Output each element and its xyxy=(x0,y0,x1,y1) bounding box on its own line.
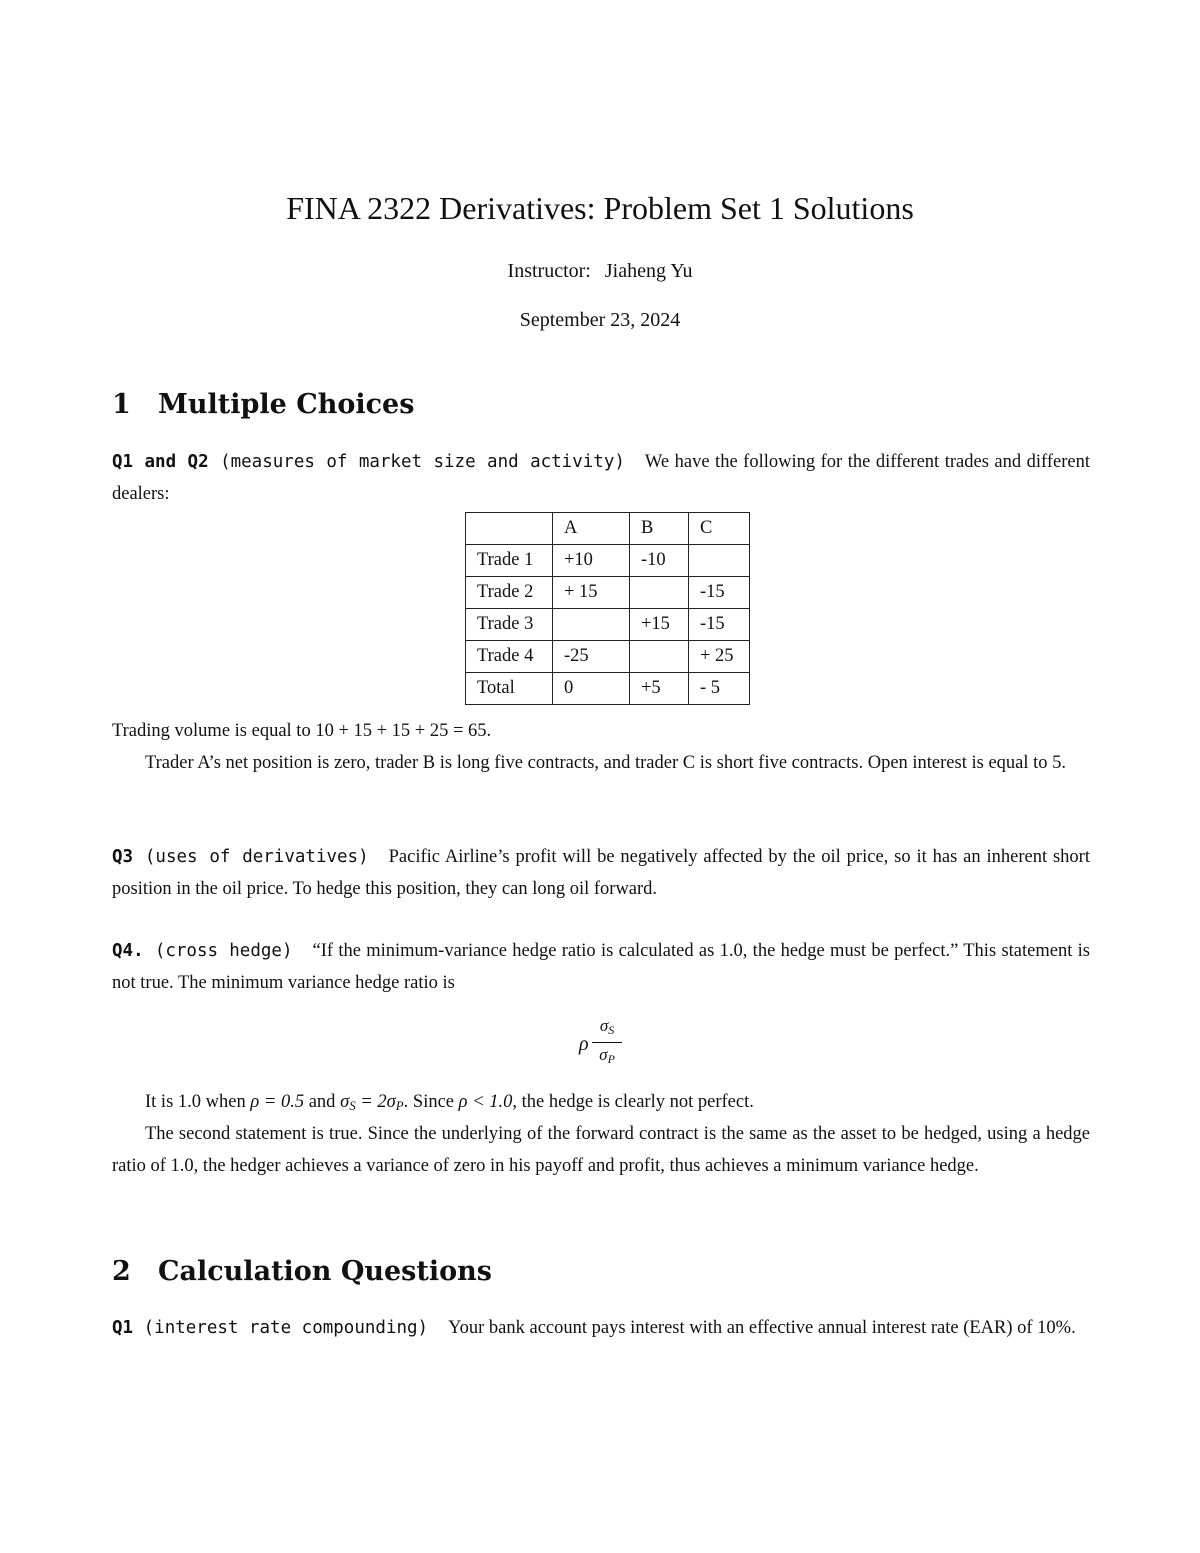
q3-paragraph xyxy=(112,841,1090,905)
section-number: 1 xyxy=(112,389,131,420)
table-cell: Trade 1 xyxy=(466,545,553,577)
question-topic: (measures of market size and activity) xyxy=(220,452,625,472)
author-line xyxy=(0,257,1200,285)
table-cell: +10 xyxy=(553,545,630,577)
table-header-cell xyxy=(466,513,553,545)
table-cell xyxy=(630,641,689,673)
table-cell: - 5 xyxy=(689,673,750,705)
fraction-bar xyxy=(592,1042,622,1043)
question-topic: (uses of derivatives) xyxy=(144,847,369,867)
formula-denominator: $\sigma_P$ xyxy=(599,1045,615,1066)
section-title: Multiple Choices xyxy=(158,389,415,420)
table-cell: + 15 xyxy=(553,577,630,609)
question-text: Pacific Airline’s profit will be negatively affected by the oil price, so it has an inherent short position in the oil price. To hedge this position, they can long oil forward. xyxy=(112,847,1090,899)
question-text: “If the minimum-variance hedge ratio is calculated as 1.0, the hedge must be perfect.” This statement is not true. The minimum variance hedge ratio is xyxy=(112,941,1090,993)
table-row xyxy=(466,545,750,577)
question-label: Q1 xyxy=(112,1318,134,1338)
q1-q2-paragraph xyxy=(112,446,1090,510)
section-number: 2 xyxy=(112,1256,131,1287)
table-cell: Trade 2 xyxy=(466,577,553,609)
table-cell: Trade 4 xyxy=(466,641,553,673)
question-heading xyxy=(112,941,292,961)
table-cell: -25 xyxy=(553,641,630,673)
question-topic: (interest rate compounding) xyxy=(143,1318,429,1338)
second-statement-text: The second statement is true. Since the underlying of the forward contract is the same as the asset to be hedged, using a hedge ratio of 1.0, the hedger achieves a variance of zero in his payoff and profit, thus achieves a minimum variance hedge. xyxy=(112,1124,1090,1176)
formula-rho: ρ xyxy=(579,1033,589,1055)
table-header-cell: A xyxy=(553,513,630,545)
table-cell: +5 xyxy=(630,673,689,705)
question-heading xyxy=(112,847,369,867)
section-heading-2 xyxy=(112,1255,492,1289)
table-cell: +15 xyxy=(630,609,689,641)
section-heading-1 xyxy=(112,388,414,422)
formula-fraction xyxy=(592,1016,622,1069)
calc-q1-paragraph xyxy=(112,1312,1090,1344)
author-name: Jiaheng Yu xyxy=(604,260,693,282)
question-label: Q3 xyxy=(112,847,134,867)
table-cell: Total xyxy=(466,673,553,705)
section-title: Calculation Questions xyxy=(158,1256,492,1287)
question-label: Q1 and Q2 xyxy=(112,452,209,472)
document-title: FINA 2322 Derivatives: Problem Set 1 Solutions xyxy=(286,190,914,226)
table-row xyxy=(466,673,750,705)
trades-table xyxy=(465,512,750,705)
table-cell xyxy=(689,545,750,577)
table-row xyxy=(466,641,750,673)
formula-numerator: $\sigma_S$ xyxy=(599,1016,615,1037)
table-header-row xyxy=(466,513,750,545)
q4-conclusion-line: It is 1.0 when ρ = 0.5 and $\sigma_S = 2\sigma_P$. Since ρ < 1.0, the hedge is clearly not perfect. xyxy=(145,1092,754,1113)
table-cell xyxy=(553,609,630,641)
question-intro: We have the following for the different trades and different dealers: xyxy=(112,452,1090,504)
question-topic: (cross hedge) xyxy=(154,941,293,961)
table-row xyxy=(466,609,750,641)
table-header-cell: B xyxy=(630,513,689,545)
table-cell: -15 xyxy=(689,609,750,641)
table-cell: + 25 xyxy=(689,641,750,673)
open-interest-text: Trader A’s net position is zero, trader B is long five contracts, and trader C is short five contracts. Open interest is equal to 5. xyxy=(145,753,1067,773)
author-label: Instructor: xyxy=(507,260,591,282)
table-cell: -10 xyxy=(630,545,689,577)
table-cell xyxy=(630,577,689,609)
table-cell: 0 xyxy=(553,673,630,705)
table-header-cell: C xyxy=(689,513,750,545)
table-cell: Trade 3 xyxy=(466,609,553,641)
question-heading xyxy=(112,452,625,472)
question-label: Q4. xyxy=(112,941,144,961)
question-text: Your bank account pays interest with an effective annual interest rate (EAR) of 10%. xyxy=(448,1318,1076,1338)
q4-paragraph xyxy=(112,935,1090,999)
document-date: September 23, 2024 xyxy=(519,309,681,331)
trading-volume-text: Trading volume is equal to 10 + 15 + 15 + 25 = 65. xyxy=(112,721,492,741)
table-row xyxy=(466,577,750,609)
table-cell: -15 xyxy=(689,577,750,609)
question-heading xyxy=(112,1318,428,1338)
